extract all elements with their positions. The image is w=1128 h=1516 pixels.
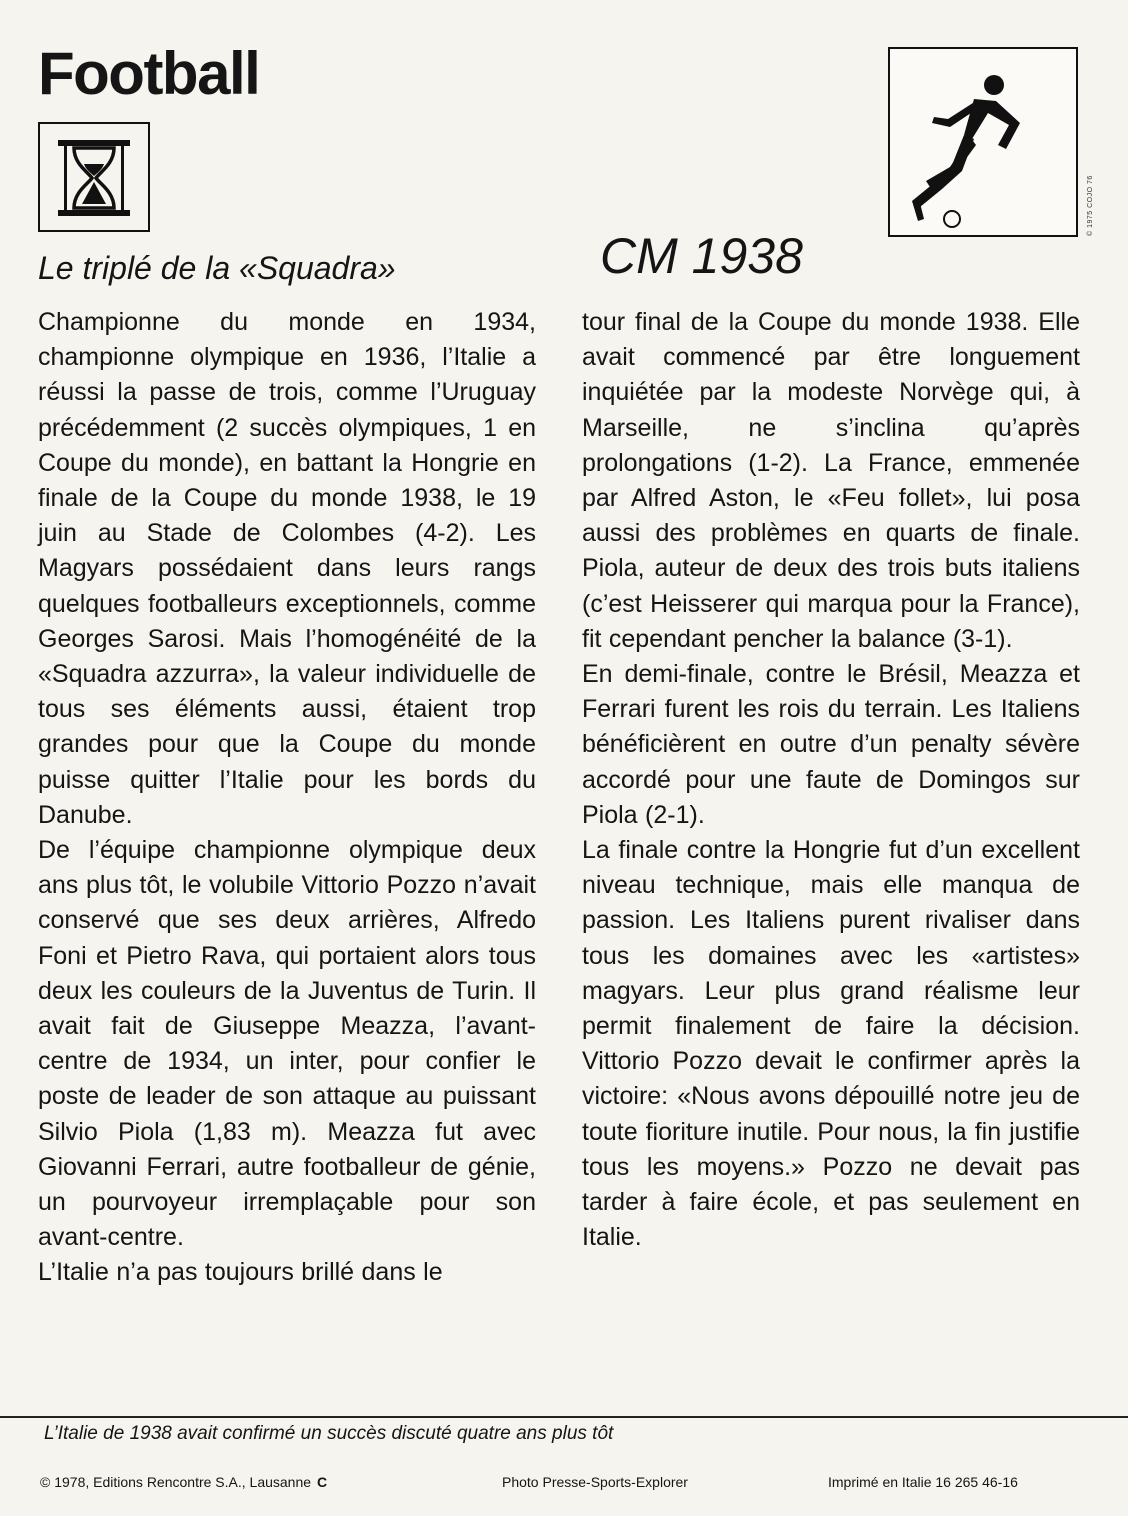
paragraph: De l’équipe championne olympique deux ans plus tôt, le volubile Vittorio Pozzo n’avait conservé que ses deux arrières, Alfredo Foni et Pietro Rava, qui portaient alors tous deux les couleurs de la Juventus de Turin. Il avait fait de Giuseppe Meazza, l’avant-centre de 1934, un inter, pour confier le poste de leader de son attaque au puissant Silvio Piola (1,83 m). Meazza fut avec Giovanni Ferrari, autre footballeur de génie, un pourvoyeur irremplaçable pour son avant-centre.	[38, 836, 536, 1252]
photo-credit: Photo Presse-Sports-Explorer	[502, 1474, 688, 1490]
left-column	[38, 305, 536, 1291]
right-column	[582, 305, 1080, 1255]
paragraph: En demi-finale, contre le Brésil, Meazza et Ferrari furent les rois du terrain. Les Italiens bénéficièrent en outre d’un penalty sévère accordé pour une faute de Domingos sur Piola (2-1).	[582, 660, 1080, 829]
publisher-text: © 1978, Editions Rencontre S.A., Lausanne	[40, 1474, 312, 1490]
paragraph: Championne du monde en 1934, championne olympique en 1936, l’Italie a réussi la passe de trois, comme l’Uruguay précédemment (2 succès olympiques, 1 en Coupe du monde), en battant la Hongrie en finale de la Coupe du monde 1938, le 19 juin au Stade de Colombes (4-2). Les Magyars possédaient dans leurs rangs quelques footballeurs exceptionnels, comme Georges Sarosi. Mais l’homogénéité de la «Squadra azzurra», la valeur individuelle de tous ses éléments aussi, étaient trop grandes pour que la Coupe du monde puisse quitter l’Italie pour les bords du Danube.	[38, 308, 536, 829]
photo-caption: L’Italie de 1938 avait confirmé un succès discuté quatre ans plus tôt	[44, 1423, 614, 1444]
paragraph: tour final de la Coupe du monde 1938. Elle avait commencé par être longuement inquiétée par la modeste Norvège qui, à Marseille, ne s’inclina qu’après prolongations (1-2). La France, emmenée par Alfred Aston, le «Feu follet», lui posa aussi des problèmes en quarts de finale. Piola, auteur de deux des trois buts italiens (c’est Heisserer qui marqua pour la France), fit cependant pencher la balance (3-1).	[582, 308, 1080, 653]
sport-title: Football	[38, 40, 260, 107]
print-info: Imprimé en Italie 16 265 46-16	[828, 1474, 1018, 1490]
hourglass-icon	[38, 122, 150, 232]
football-player-pictogram	[888, 47, 1078, 237]
publisher-line	[40, 1472, 327, 1492]
caption-divider	[0, 1416, 1128, 1418]
paragraph: L’Italie n’a pas toujours brillé dans le	[38, 1258, 443, 1287]
series-letter: C	[317, 1474, 328, 1490]
article-subtitle: Le triplé de la «Squadra»	[38, 250, 396, 286]
event-title: CM 1938	[600, 227, 803, 284]
pictogram-copyright: © 1975 COJO 76	[1087, 175, 1094, 236]
paragraph: La finale contre la Hongrie fut d’un excellent niveau technique, mais elle manqua de passion. Les Italiens purent rivaliser dans tous les domaines avec les «artistes» magyars. Leur plus grand réalisme leur permit finalement de faire la décision. Vittorio Pozzo devait le confirmer après la victoire: «Nous avons dépouillé notre jeu de toute fioriture inutile. Pour nous, la fin justifie tous les moyens.» Pozzo ne devait pas tarder à faire école, et pas seulement en Italie.	[582, 836, 1080, 1252]
